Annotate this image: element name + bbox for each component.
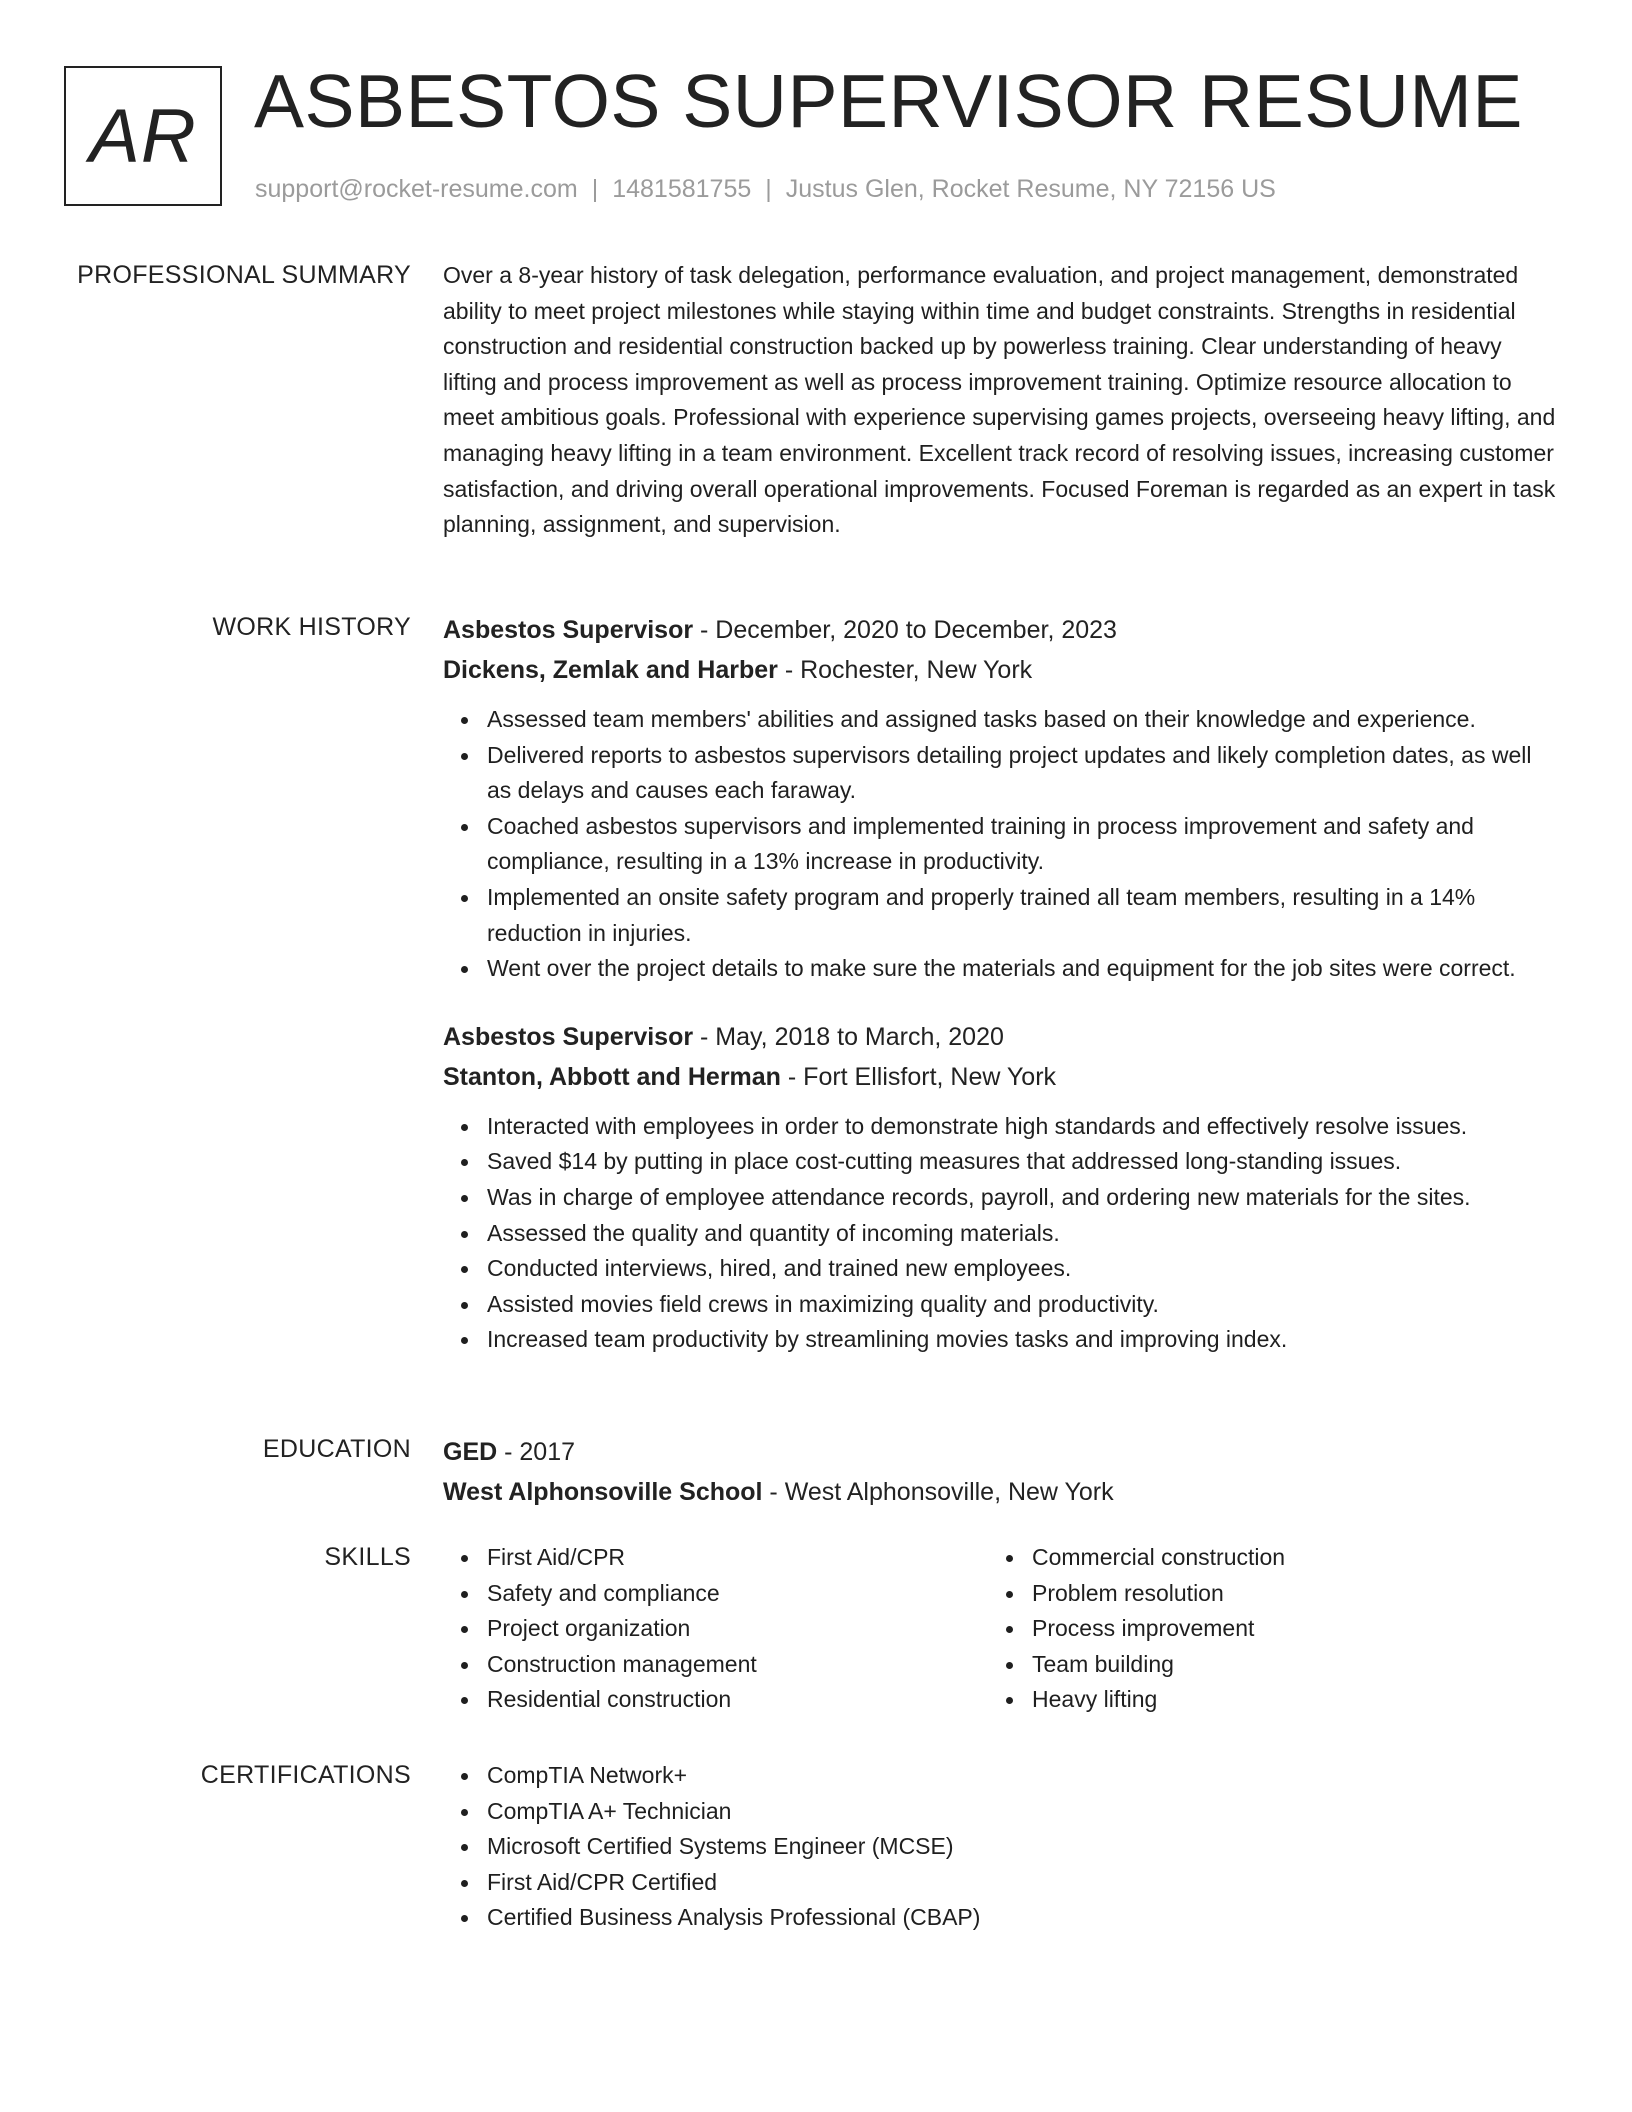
skill-item: Safety and compliance xyxy=(487,1576,988,1612)
job-company-line xyxy=(443,650,1558,690)
list-item: Assisted movies field crews in maximizing quality and productivity. xyxy=(487,1287,1558,1323)
contact-phone[interactable]: 1481581755 xyxy=(612,175,752,203)
list-item: Interacted with employees in order to demonstrate high standards and effectively resolve issues. xyxy=(487,1109,1558,1145)
contact-separator: | xyxy=(591,175,599,203)
job-entry xyxy=(443,1017,1558,1358)
section-label-summary: PROFESSIONAL SUMMARY xyxy=(77,261,411,289)
job-location: - Rochester, New York xyxy=(777,656,1033,684)
section-label-certifications: CERTIFICATIONS xyxy=(200,1761,411,1789)
education-degree: GED xyxy=(443,1438,498,1466)
monogram-badge: AR xyxy=(64,66,222,206)
list-item: Delivered reports to asbestos supervisors detailing project updates and likely completion dates, as well as delays and causes each faraway. xyxy=(487,738,1558,809)
list-item: Assessed team members' abilities and assigned tasks based on their knowledge and experience. xyxy=(487,702,1558,738)
certifications-list xyxy=(443,1758,1558,1936)
certification-item: CompTIA A+ Technician xyxy=(487,1794,1558,1830)
contact-line xyxy=(255,172,1276,206)
list-item: Coached asbestos supervisors and implemented training in process improvement and safety and compliance, resulting in a 13% increase in productivity. xyxy=(487,809,1558,880)
skills-list xyxy=(988,1540,1533,1718)
job-location: - Fort Ellisfort, New York xyxy=(780,1062,1057,1091)
skill-item: Residential construction xyxy=(487,1682,988,1718)
skills-grid xyxy=(443,1540,1558,1718)
skill-item: Team building xyxy=(1032,1647,1533,1683)
job-company: Stanton, Abbott and Herman xyxy=(443,1062,781,1091)
list-item: Assessed the quality and quantity of incoming materials. xyxy=(487,1216,1558,1252)
skills-list xyxy=(443,1540,988,1718)
list-item: Was in charge of employee attendance records, payroll, and ordering new materials for the sites. xyxy=(487,1180,1558,1216)
job-title: Asbestos Supervisor xyxy=(443,616,694,644)
skill-item: Problem resolution xyxy=(1032,1576,1533,1612)
skill-item: First Aid/CPR xyxy=(487,1540,988,1576)
list-item: Implemented an onsite safety program and properly trained all team members, resulting in a 14% reduction in injuries. xyxy=(487,880,1558,951)
job-company-line xyxy=(443,1057,1558,1097)
certification-item: Certified Business Analysis Professional (CBAP) xyxy=(487,1900,1558,1936)
job-dates: - December, 2020 to December, 2023 xyxy=(693,616,1117,644)
section-label-education: EDUCATION xyxy=(262,1435,411,1463)
skill-item: Commercial construction xyxy=(1032,1540,1533,1576)
job-dates: - May, 2018 to March, 2020 xyxy=(693,1022,1004,1051)
skill-item: Process improvement xyxy=(1032,1611,1533,1647)
skills-column-1 xyxy=(443,1540,988,1718)
certification-item: Microsoft Certified Systems Engineer (MCSE) xyxy=(487,1829,1558,1865)
education-year: - 2017 xyxy=(497,1438,576,1466)
job-title-line xyxy=(443,1017,1558,1057)
list-item: Went over the project details to make sure the materials and equipment for the job sites were correct. xyxy=(487,951,1558,987)
skill-item: Project organization xyxy=(487,1611,988,1647)
education-school: West Alphonsoville School xyxy=(443,1478,763,1506)
contact-address: Justus Glen, Rocket Resume, NY 72156 US xyxy=(785,175,1276,203)
skills-column-2 xyxy=(988,1540,1533,1718)
certification-item: CompTIA Network+ xyxy=(487,1758,1558,1794)
section-label-work-history: WORK HISTORY xyxy=(212,613,411,641)
job-entry xyxy=(443,610,1558,987)
job-title: Asbestos Supervisor xyxy=(443,1022,694,1051)
list-item: Increased team productivity by streamlining movies tasks and improving index. xyxy=(487,1322,1558,1358)
section-label-skills: SKILLS xyxy=(324,1543,411,1571)
skill-item: Construction management xyxy=(487,1647,988,1683)
job-title-line xyxy=(443,610,1558,650)
job-company: Dickens, Zemlak and Harber xyxy=(443,656,778,684)
job-bullets xyxy=(443,1109,1558,1358)
resume-title: ASBESTOS SUPERVISOR RESUME xyxy=(254,59,1523,143)
contact-email[interactable]: support@rocket-resume.com xyxy=(255,175,578,203)
education-school-line xyxy=(443,1472,1558,1512)
skill-item: Heavy lifting xyxy=(1032,1682,1533,1718)
list-item: Conducted interviews, hired, and trained new employees. xyxy=(487,1251,1558,1287)
summary-text: Over a 8-year history of task delegation, performance evaluation, and project management, demonstrated ability to meet project milestones while staying within time and budget constraints. Strengths in residential construction and residential construction backed up by powerless training. Clear understanding of heavy lifting and process improvement as well as process improvement training. Optimize resource allocation to meet ambitious goals. Professional with experience supervising games projects, overseeing heavy lifting, and managing heavy lifting in a team environment. Excellent track record of resolving issues, increasing customer satisfaction, and driving overall operational improvements. Focused Foreman is regarded as an expert in task planning, assignment, and supervision. xyxy=(443,262,1556,538)
job-bullets xyxy=(443,702,1558,987)
list-item: Saved $14 by putting in place cost-cutting measures that addressed long-standing issues. xyxy=(487,1144,1558,1180)
contact-separator: | xyxy=(765,175,772,203)
education-location: - West Alphonsoville, New York xyxy=(762,1478,1114,1506)
education-degree-line xyxy=(443,1432,1558,1472)
certification-item: First Aid/CPR Certified xyxy=(487,1865,1558,1901)
